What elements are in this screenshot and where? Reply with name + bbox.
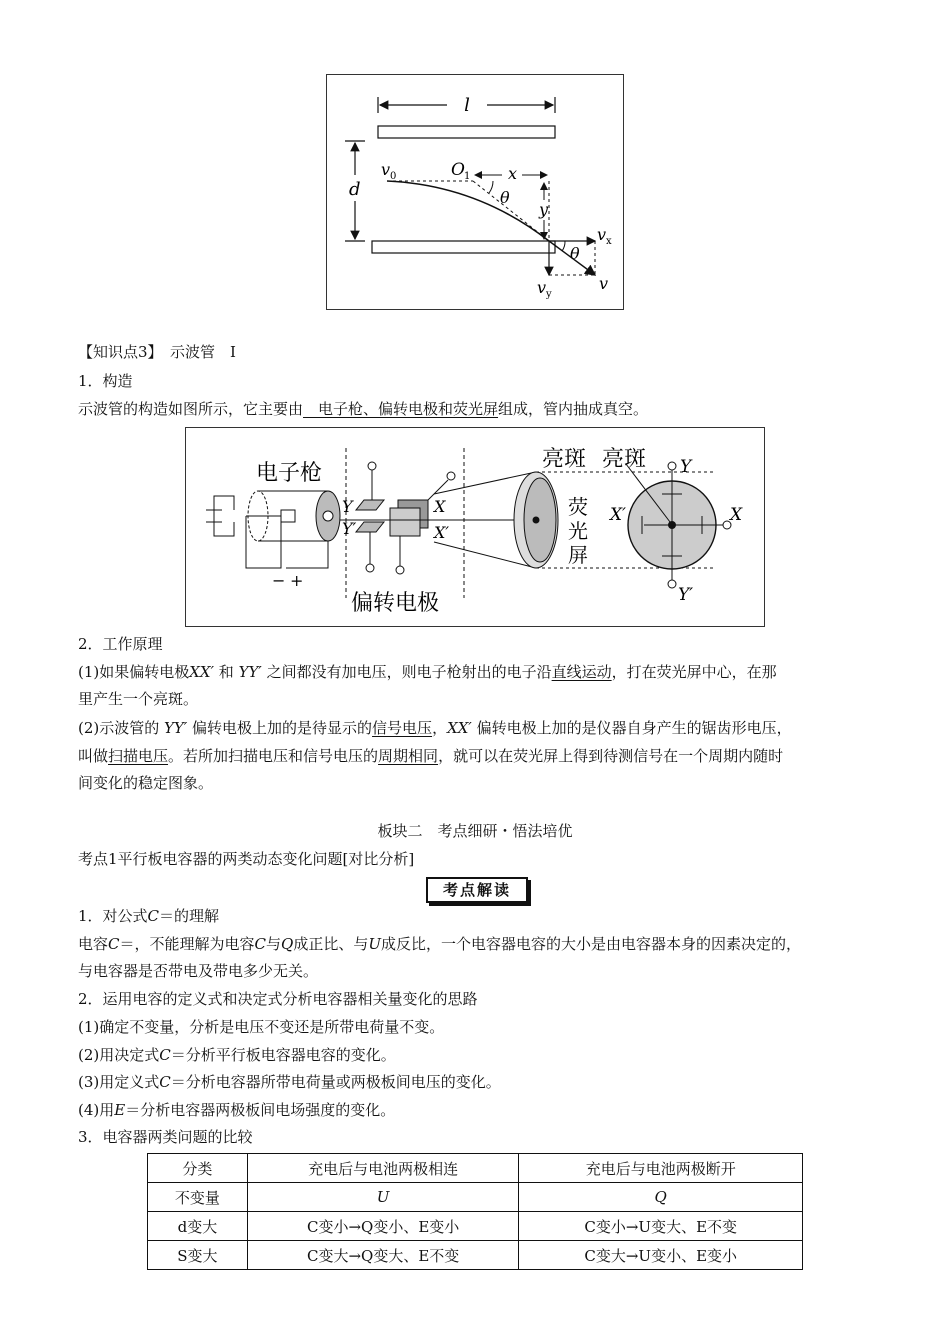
item-2-step4: (4)用E＝分析电容器两极板间电场强度的变化。 (78, 1101, 396, 1119)
table-header-row (148, 1154, 803, 1183)
item-1-text: 电容C＝，不能理解为电容C与Q成正比、与U成反比，一个电容器电容的大小是由电容器本身的因素决定的， (78, 935, 802, 953)
lower-plate (372, 241, 555, 253)
svg-text:y: y (546, 289, 552, 300)
label-plus: + (290, 571, 304, 590)
principle-p2: (2)示波管的 YY′ 偏转电极上加的是待显示的信号电压，XX′ 偏转电极上加的是仪器自身产生的锯齿形电压， (78, 719, 792, 737)
label-Yp-plate: Y′ (342, 519, 357, 538)
table-cell: d变大 (148, 1212, 248, 1241)
label-X-plate: X (434, 497, 446, 516)
table-header-cell: 充电后与电池两极相连 (247, 1154, 519, 1183)
table-cell: C变大→Q变大、E不变 (247, 1241, 519, 1270)
oscilloscope-diagram (186, 428, 764, 626)
item-2-step2: (2)用决定式C＝分析平行板电容器电容的变化。 (78, 1046, 396, 1064)
block2-title: 板块二 考点细研・悟法培优 (377, 822, 573, 840)
table-row (148, 1212, 803, 1241)
table-row (148, 1183, 803, 1212)
table-cell: C变大→U变小、E变小 (519, 1241, 803, 1270)
label-screen-3: 屏 (568, 543, 588, 567)
label-Xp-screen: X′ (610, 505, 626, 525)
deflection-figure (326, 74, 624, 310)
svg-text:1: 1 (464, 171, 471, 182)
principle-p2-line3: 间变化的稳定图象。 (78, 774, 214, 792)
table-cell: 不变量 (148, 1183, 248, 1212)
item-2-step3: (3)用定义式C＝分析电容器所带电荷量或两极板间电压的变化。 (78, 1073, 501, 1091)
principle-p2-line2: 叫做扫描电压。若所加扫描电压和信号电压的周期相同，就可以在荧光屏上得到待测信号在一个周期内随时 (78, 747, 784, 765)
label-minus: − (272, 571, 286, 590)
label-screen-2: 光 (568, 519, 588, 543)
topic-title: 考点1平行板电容器的两类动态变化问题[对比分析] (78, 850, 415, 868)
principle-p1: (1)如果偏转电极XX′ 和 YY′ 之间都没有加电压，则电子枪射出的电子沿直线运动，打在荧光屏中心，在那 (78, 663, 777, 681)
section-structure: 1．构造 (78, 372, 133, 390)
label-vy: v (537, 278, 547, 297)
label-Xp-plate: X′ (434, 523, 450, 542)
label-d: d (349, 179, 361, 200)
label-O1: O (451, 160, 465, 180)
label-l: l (464, 95, 470, 116)
oscilloscope-figure (185, 427, 765, 627)
label-electrode: 偏转电极 (351, 591, 440, 616)
label-theta2: θ (570, 244, 580, 263)
section-principle: 2．工作原理 (78, 635, 163, 653)
item-2-step1: (1)确定不变量，分析是电压不变还是所带电荷量不变。 (78, 1018, 445, 1036)
item-2-title: 2．运用电容的定义式和决定式分析电容器相关量变化的思路 (78, 990, 478, 1008)
principle-p1-line2: 里产生一个亮斑。 (78, 690, 199, 708)
table-header-cell: 分类 (148, 1154, 248, 1183)
item-3-title: 3．电容器两类问题的比较 (78, 1128, 253, 1146)
svg-text:x: x (606, 236, 612, 247)
label-X-screen: X (730, 505, 743, 525)
label-spot2: 亮斑 (602, 447, 647, 472)
upper-plate (378, 126, 555, 138)
label-gun: 电子枪 (256, 461, 323, 486)
deflection-diagram (327, 75, 623, 309)
table-cell: S变大 (148, 1241, 248, 1270)
item-1-title: 1．对公式C＝的理解 (78, 907, 220, 925)
label-y: y (539, 200, 549, 219)
comparison-table (147, 1153, 803, 1270)
label-Y-plate: Y (342, 497, 353, 516)
label-vx: v (597, 225, 607, 244)
exam-point-badge: 考点解读 (426, 877, 528, 903)
label-theta1: θ (500, 188, 510, 207)
label-spot1: 亮斑 (542, 447, 587, 472)
svg-text:0: 0 (390, 171, 397, 182)
table-cell: Q (519, 1183, 803, 1212)
label-v: v (599, 274, 609, 293)
knowledge-point-3-title: 【知识点3】 示波管 Ⅰ (78, 343, 236, 361)
table-row (148, 1241, 803, 1270)
table-header-cell: 充电后与电池两极断开 (519, 1154, 803, 1183)
label-screen-1: 荧 (568, 495, 588, 519)
label-x: x (508, 164, 518, 183)
label-Yp-screen: Y′ (678, 585, 694, 605)
item-1-text-line2: 与电容器是否带电及带电多少无关。 (78, 962, 319, 980)
structure-text: 示波管的构造如图所示，它主要由 电子枪、偏转电极和荧光屏组成，管内抽成真空。 (78, 400, 649, 418)
table-cell: U (247, 1183, 519, 1212)
table-cell: C变小→Q变小、E变小 (247, 1212, 519, 1241)
trajectory (387, 181, 549, 241)
label-Y-screen: Y (680, 457, 692, 477)
label-v0: v (381, 160, 391, 179)
table-cell: C变小→U变大、E不变 (519, 1212, 803, 1241)
